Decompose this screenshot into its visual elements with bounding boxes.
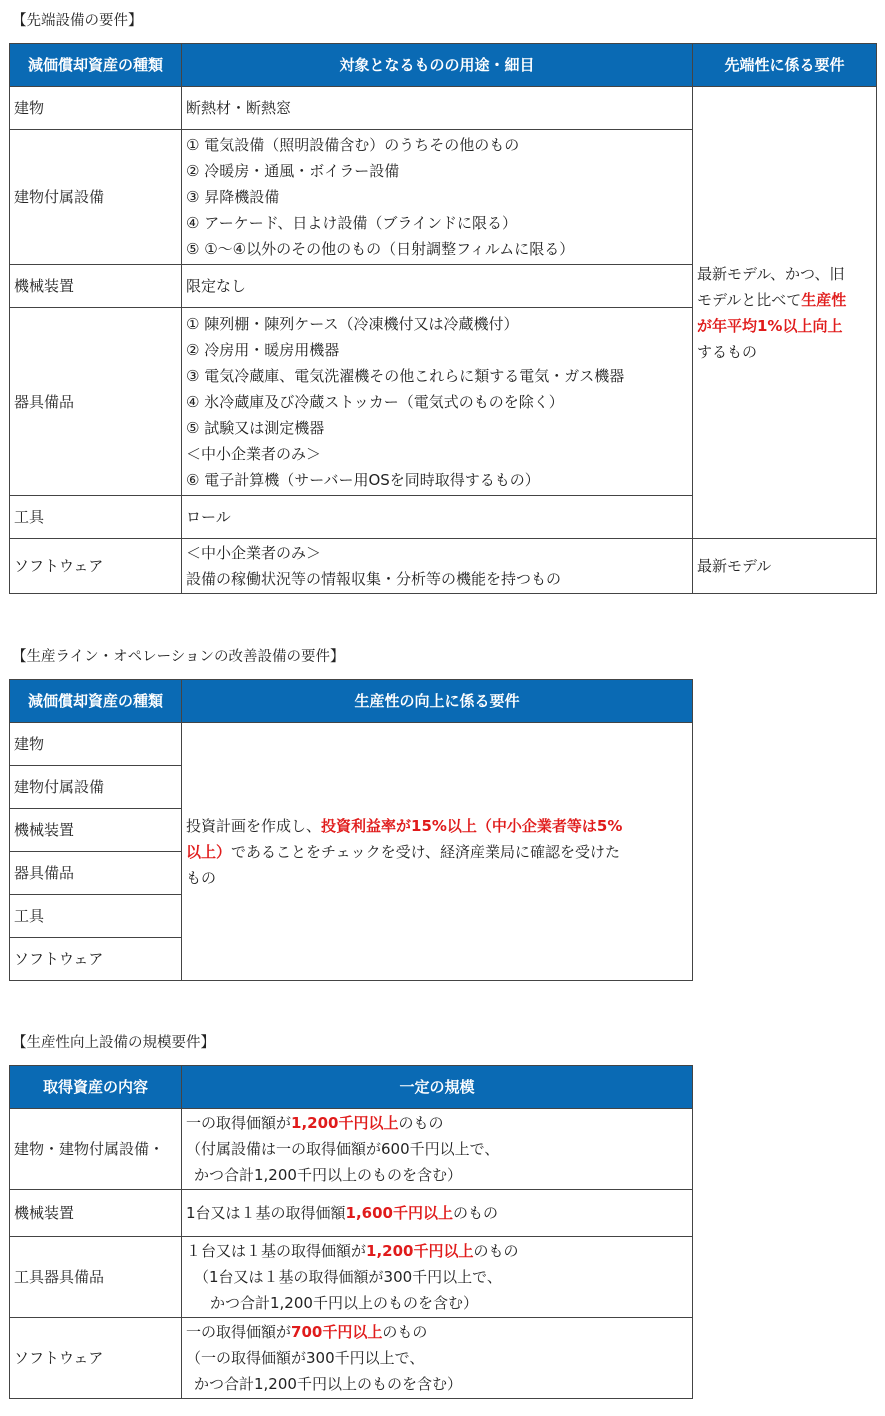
scale-main-line [186, 1319, 688, 1345]
asset-type-cell: 建物付属設備 [10, 130, 182, 265]
detail-line: 限定なし [186, 277, 247, 295]
requirement-emphasis: 以上） [186, 842, 232, 861]
header-productivity-requirement: 生産性の向上に係る要件 [182, 680, 693, 723]
scale-emphasis: 1,200千円以上 [291, 1114, 399, 1132]
details-cell [182, 87, 693, 130]
detail-line: ② 冷房用・暖房用機器 [186, 340, 340, 359]
scale-sub-line: かつ合計1,200千円以上のものを含む） [194, 1375, 462, 1393]
table-header-row [10, 44, 877, 87]
table-row [10, 723, 693, 766]
requirement-line [186, 839, 688, 865]
asset-type-cell: 機械装置 [10, 1190, 182, 1237]
requirement-text: であることをチェックを受け、経済産業局に確認を受けた [231, 842, 620, 861]
table-row [10, 87, 877, 130]
detail-line: ⑤ 試験又は測定機器 [186, 418, 325, 437]
scale-emphasis: 1,200千円以上 [366, 1242, 474, 1260]
header-usage-details: 対象となるものの用途・細目 [182, 44, 693, 87]
asset-type-cell: 工具 [10, 895, 182, 938]
details-cell [182, 130, 693, 265]
section-title-scale-requirements: 【生産性向上設備の規模要件】 [12, 1035, 215, 1051]
requirement-emphasis: 投資利益率が15%以上（中小企業者等は5% [321, 816, 623, 835]
header-advanced-requirement: 先端性に係る要件 [693, 44, 877, 87]
scale-sub-line: かつ合計1,200千円以上のものを含む） [210, 1294, 478, 1312]
requirement-line: するもの [697, 342, 758, 361]
details-cell [182, 496, 693, 539]
scale-sub-line: かつ合計1,200千円以上のものを含む） [194, 1166, 462, 1184]
scale-cell [182, 1109, 693, 1190]
detail-line: ＜中小企業者のみ＞ [186, 544, 322, 562]
scale-text: のもの [382, 1323, 428, 1341]
scale-text: のもの [473, 1242, 519, 1260]
scale-emphasis: 700千円以上 [291, 1323, 383, 1341]
scale-text: 一の取得価額が [186, 1323, 292, 1341]
scale-text: のもの [398, 1114, 444, 1132]
asset-type-cell: 機械装置 [10, 809, 182, 852]
asset-type-cell: 器具備品 [10, 308, 182, 496]
table-header-row [10, 680, 693, 723]
header-asset-type: 減価償却資産の種類 [10, 44, 182, 87]
detail-line: ロール [186, 508, 231, 526]
productivity-requirement-cell [182, 723, 693, 981]
scale-cell [182, 1318, 693, 1399]
asset-type-cell: 建物・建物付属設備・ [10, 1109, 182, 1190]
detail-line: ① 陳列棚・陳列ケース（冷凍機付又は冷蔵機付） [186, 314, 519, 333]
scale-text: 一の取得価額が [186, 1114, 292, 1132]
asset-type-cell: 建物 [10, 87, 182, 130]
asset-type-cell: ソフトウェア [10, 1318, 182, 1399]
requirement-text: モデルと比べて [697, 290, 802, 309]
header-asset-content: 取得資産の内容 [10, 1066, 182, 1109]
requirement-software-cell: 最新モデル [693, 539, 877, 594]
detail-line: ③ 昇降機設備 [186, 188, 280, 206]
table-row [10, 1109, 693, 1190]
asset-type-cell: 工具 [10, 496, 182, 539]
scale-main-line [186, 1110, 688, 1136]
scale-emphasis: 1,600千円以上 [345, 1204, 453, 1222]
table-row [10, 1237, 693, 1318]
scale-main-line [186, 1238, 688, 1264]
detail-line: ① 電気設備（照明設備含む）のうちその他のもの [186, 136, 520, 154]
scale-text: のもの [453, 1204, 499, 1222]
requirement-emphasis: が年平均1%以上向上 [697, 316, 843, 335]
table-header-row [10, 1066, 693, 1109]
asset-type-cell: 建物 [10, 723, 182, 766]
scale-cell [182, 1190, 693, 1237]
asset-type-cell: 機械装置 [10, 265, 182, 308]
asset-type-cell: 工具器具備品 [10, 1237, 182, 1318]
asset-type-cell: ソフトウェア [10, 539, 182, 594]
table-row [10, 1190, 693, 1237]
requirement-main-cell [693, 87, 877, 539]
asset-type-cell: ソフトウェア [10, 938, 182, 981]
section-title-advanced-equipment: 【先端設備の要件】 [12, 13, 143, 29]
scale-text: 1台又は１基の取得価額 [186, 1204, 346, 1222]
detail-line: 設備の稼働状況等の情報収集・分析等の機能を持つもの [186, 570, 562, 588]
detail-line: ② 冷暖房・通風・ボイラー設備 [186, 162, 400, 180]
details-cell [182, 539, 693, 594]
section-title-production-line: 【生産ライン・オペレーションの改善設備の要件】 [12, 649, 345, 665]
scale-sub-line: （1台又は１基の取得価額が300千円以上で、 [194, 1268, 502, 1286]
asset-type-cell: 建物付属設備 [10, 766, 182, 809]
production-line-table [9, 679, 693, 981]
requirement-emphasis: 生産性 [801, 290, 847, 309]
scale-text: １台又は１基の取得価額が [186, 1242, 367, 1260]
detail-line: ③ 電気冷蔵庫、電気洗濯機その他これらに類する電気・ガス機器 [186, 366, 625, 385]
header-asset-type: 減価償却資産の種類 [10, 680, 182, 723]
detail-line: ④ アーケード、日よけ設備（ブラインドに限る） [186, 214, 517, 232]
detail-line: ⑥ 電子計算機（サーバー用OSを同時取得するもの） [186, 470, 540, 489]
scale-sub-line: （一の取得価額が300千円以上で、 [186, 1349, 425, 1367]
requirement-line: もの [186, 868, 217, 887]
details-cell [182, 308, 693, 496]
table-row [10, 1318, 693, 1399]
requirement-text: 投資計画を作成し、 [186, 816, 322, 835]
advanced-equipment-table [9, 43, 877, 594]
scale-cell [182, 1237, 693, 1318]
requirement-line: 最新モデル、かつ、旧 [697, 264, 845, 283]
detail-line: ⑤ ①～④以外のその他のもの（日射調整フィルムに限る） [186, 240, 575, 258]
scale-sub-line: （付属設備は一の取得価額が600千円以上で、 [186, 1140, 500, 1158]
header-fixed-scale: 一定の規模 [182, 1066, 693, 1109]
details-cell [182, 265, 693, 308]
scale-requirements-table [9, 1065, 693, 1399]
detail-line: ＜中小企業者のみ＞ [186, 444, 322, 463]
asset-type-cell: 器具備品 [10, 852, 182, 895]
scale-main-line [186, 1200, 688, 1226]
requirement-line [697, 287, 872, 313]
detail-line: ④ 氷冷蔵庫及び冷蔵ストッカー（電気式のものを除く） [186, 392, 564, 411]
table-row [10, 539, 877, 594]
requirement-line [186, 813, 688, 839]
detail-line: 断熱材・断熱窓 [186, 99, 292, 117]
